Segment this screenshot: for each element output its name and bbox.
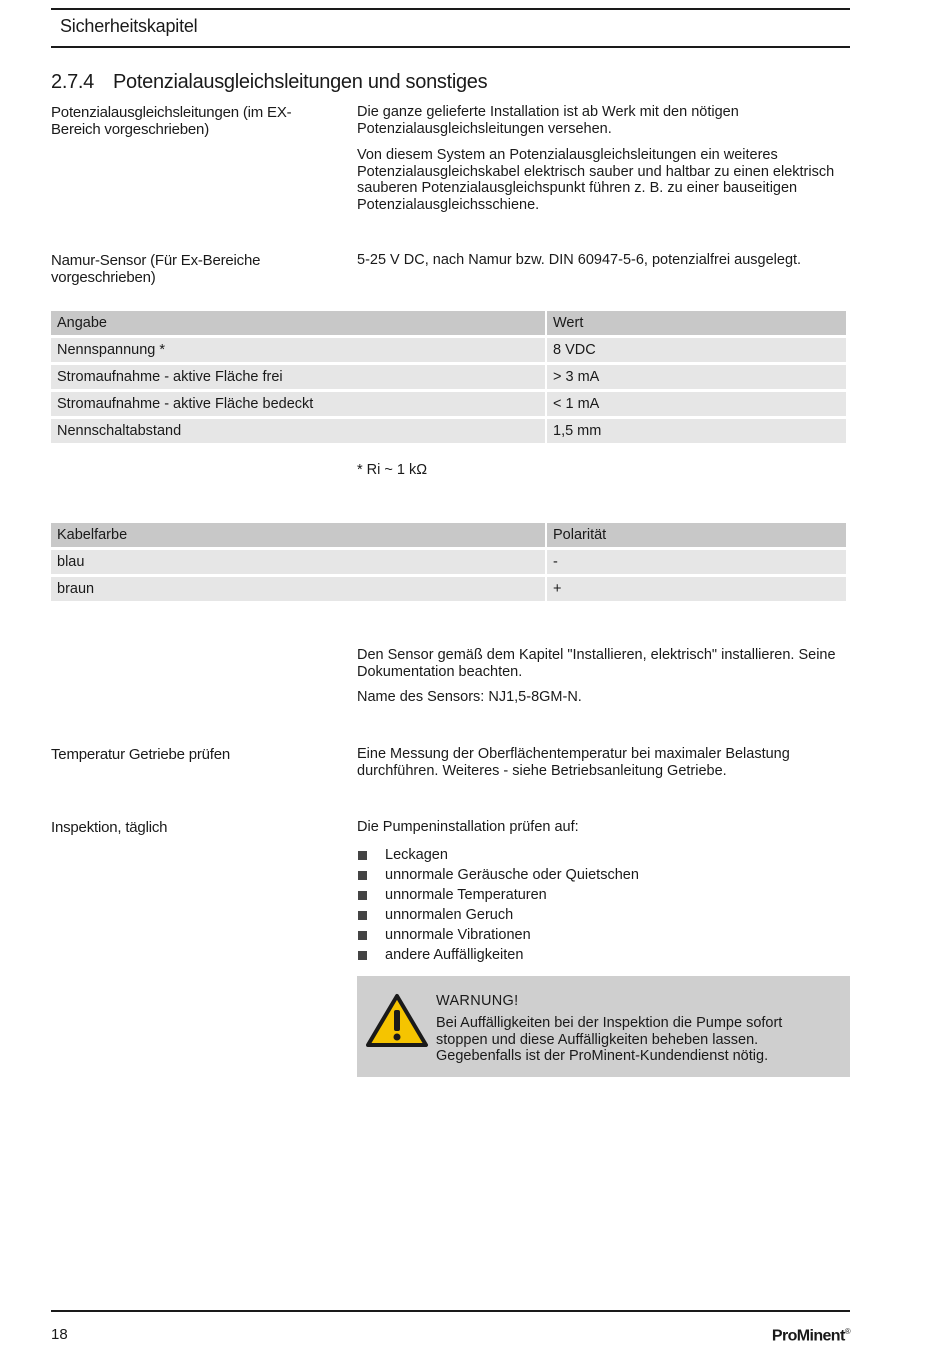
namur-label: Namur-Sensor (Für Ex-Bereiche vorgeschrieben) (51, 252, 261, 286)
spec-header-wert: Wert (547, 311, 846, 335)
spec-table (49, 308, 848, 446)
header-title: Sicherheitskapitel (60, 16, 198, 36)
table-row (51, 550, 846, 574)
table-cell: braun (51, 577, 545, 601)
bullet-square-icon (358, 891, 367, 900)
list-item: unnormalen Geruch (357, 905, 639, 925)
brand-logo (772, 1327, 850, 1345)
table-footnote: * Ri ~ 1 kΩ (357, 462, 428, 478)
spec-header-angabe: Angabe (51, 311, 545, 335)
brand-name: ProMinent (771, 1327, 845, 1345)
cable-header-color: Kabelfarbe (51, 523, 545, 547)
warning-title: WARNUNG! (436, 993, 519, 1009)
bullet-square-icon (358, 851, 367, 860)
table-row (51, 577, 846, 601)
spec-table-header (51, 311, 846, 335)
table-cell: - (547, 550, 846, 574)
bullet-square-icon (358, 951, 367, 960)
potential-paragraph-1: Die ganze gelieferte Installation ist ab Werk mit den nötigen Potenzialausgleichsleitungen versehen. (357, 104, 739, 137)
list-item: Leckagen (357, 845, 639, 865)
cable-table (49, 520, 848, 604)
section-heading (51, 71, 487, 94)
page-number: 18 (51, 1326, 68, 1343)
header-top-rule (51, 8, 850, 10)
list-item: unnormale Temperaturen (357, 885, 639, 905)
table-cell: Stromaufnahme - aktive Fläche bedeckt (51, 392, 545, 416)
inspection-label: Inspektion, täglich (51, 819, 168, 836)
header-bottom-rule (51, 46, 850, 48)
table-row (51, 419, 846, 443)
list-item: unnormale Geräusche oder Quietschen (357, 865, 639, 885)
sensor-name-paragraph: Name des Sensors: NJ1,5-8GM-N. (357, 689, 582, 705)
brand-registered-mark: ® (844, 1327, 850, 1336)
list-item: andere Auffälligkeiten (357, 945, 639, 965)
table-cell: Stromaufnahme - aktive Fläche frei (51, 365, 545, 389)
potential-label: Potenzialausgleichsleitungen (im EX-Bereich vorgeschrieben) (51, 104, 292, 138)
bullet-square-icon (358, 911, 367, 920)
bullet-square-icon (358, 871, 367, 880)
list-item: unnormale Vibrationen (357, 925, 639, 945)
warning-box (357, 976, 850, 1077)
potential-text (357, 104, 853, 213)
section-title: Potenzialausgleichsleitungen und sonstiges (113, 71, 488, 93)
cable-header-polarity: Polarität (547, 523, 846, 547)
table-row (51, 338, 846, 362)
sensor-install-text (357, 647, 853, 706)
table-row (51, 392, 846, 416)
table-cell: blau (51, 550, 545, 574)
inspection-list (357, 845, 639, 965)
section-number: 2.7.4 (51, 71, 94, 93)
sensor-install-paragraph: Den Sensor gemäß dem Kapitel "Installieren, elektrisch" installieren. Seine Dokumentation beachten. (357, 647, 836, 680)
table-cell: < 1 mA (547, 392, 846, 416)
cable-table-header (51, 523, 846, 547)
temperature-text: Eine Messung der Oberflächentemperatur bei maximaler Belastung durchführen. Weiteres - siehe Betriebsanleitung Getriebe. (357, 746, 790, 779)
inspection-intro: Die Pumpeninstallation prüfen auf: (357, 819, 579, 835)
table-row (51, 365, 846, 389)
temperature-label: Temperatur Getriebe prüfen (51, 746, 231, 763)
table-cell: > 3 mA (547, 365, 846, 389)
potential-paragraph-2: Von diesem System an Potenzialausgleichsleitungen ein weiteres Potenzialausgleichskabel elektrisch sauber und haltbar zu einen elektrisch sauberen Potenzialausgleichspunkt führen z. B. zu einer bauseitigen Potenzialausgleichsschiene. (357, 147, 835, 213)
footer-rule (51, 1310, 850, 1312)
warning-triangle-icon (365, 993, 429, 1049)
table-cell: 1,5 mm (547, 419, 846, 443)
warning-text: Bei Auffälligkeiten bei der Inspektion die Pumpe sofort stoppen und diese Auffälligkeiten beheben lassen. Gegebenfalls ist der ProMinent-Kundendienst nötig. (436, 1015, 783, 1064)
table-cell: + (547, 577, 846, 601)
table-cell: 8 VDC (547, 338, 846, 362)
table-cell: Nennspannung * (51, 338, 545, 362)
bullet-square-icon (358, 931, 367, 940)
namur-text: 5-25 V DC, nach Namur bzw. DIN 60947-5-6, potenzialfrei ausgelegt. (357, 252, 802, 268)
table-cell: Nennschaltabstand (51, 419, 545, 443)
